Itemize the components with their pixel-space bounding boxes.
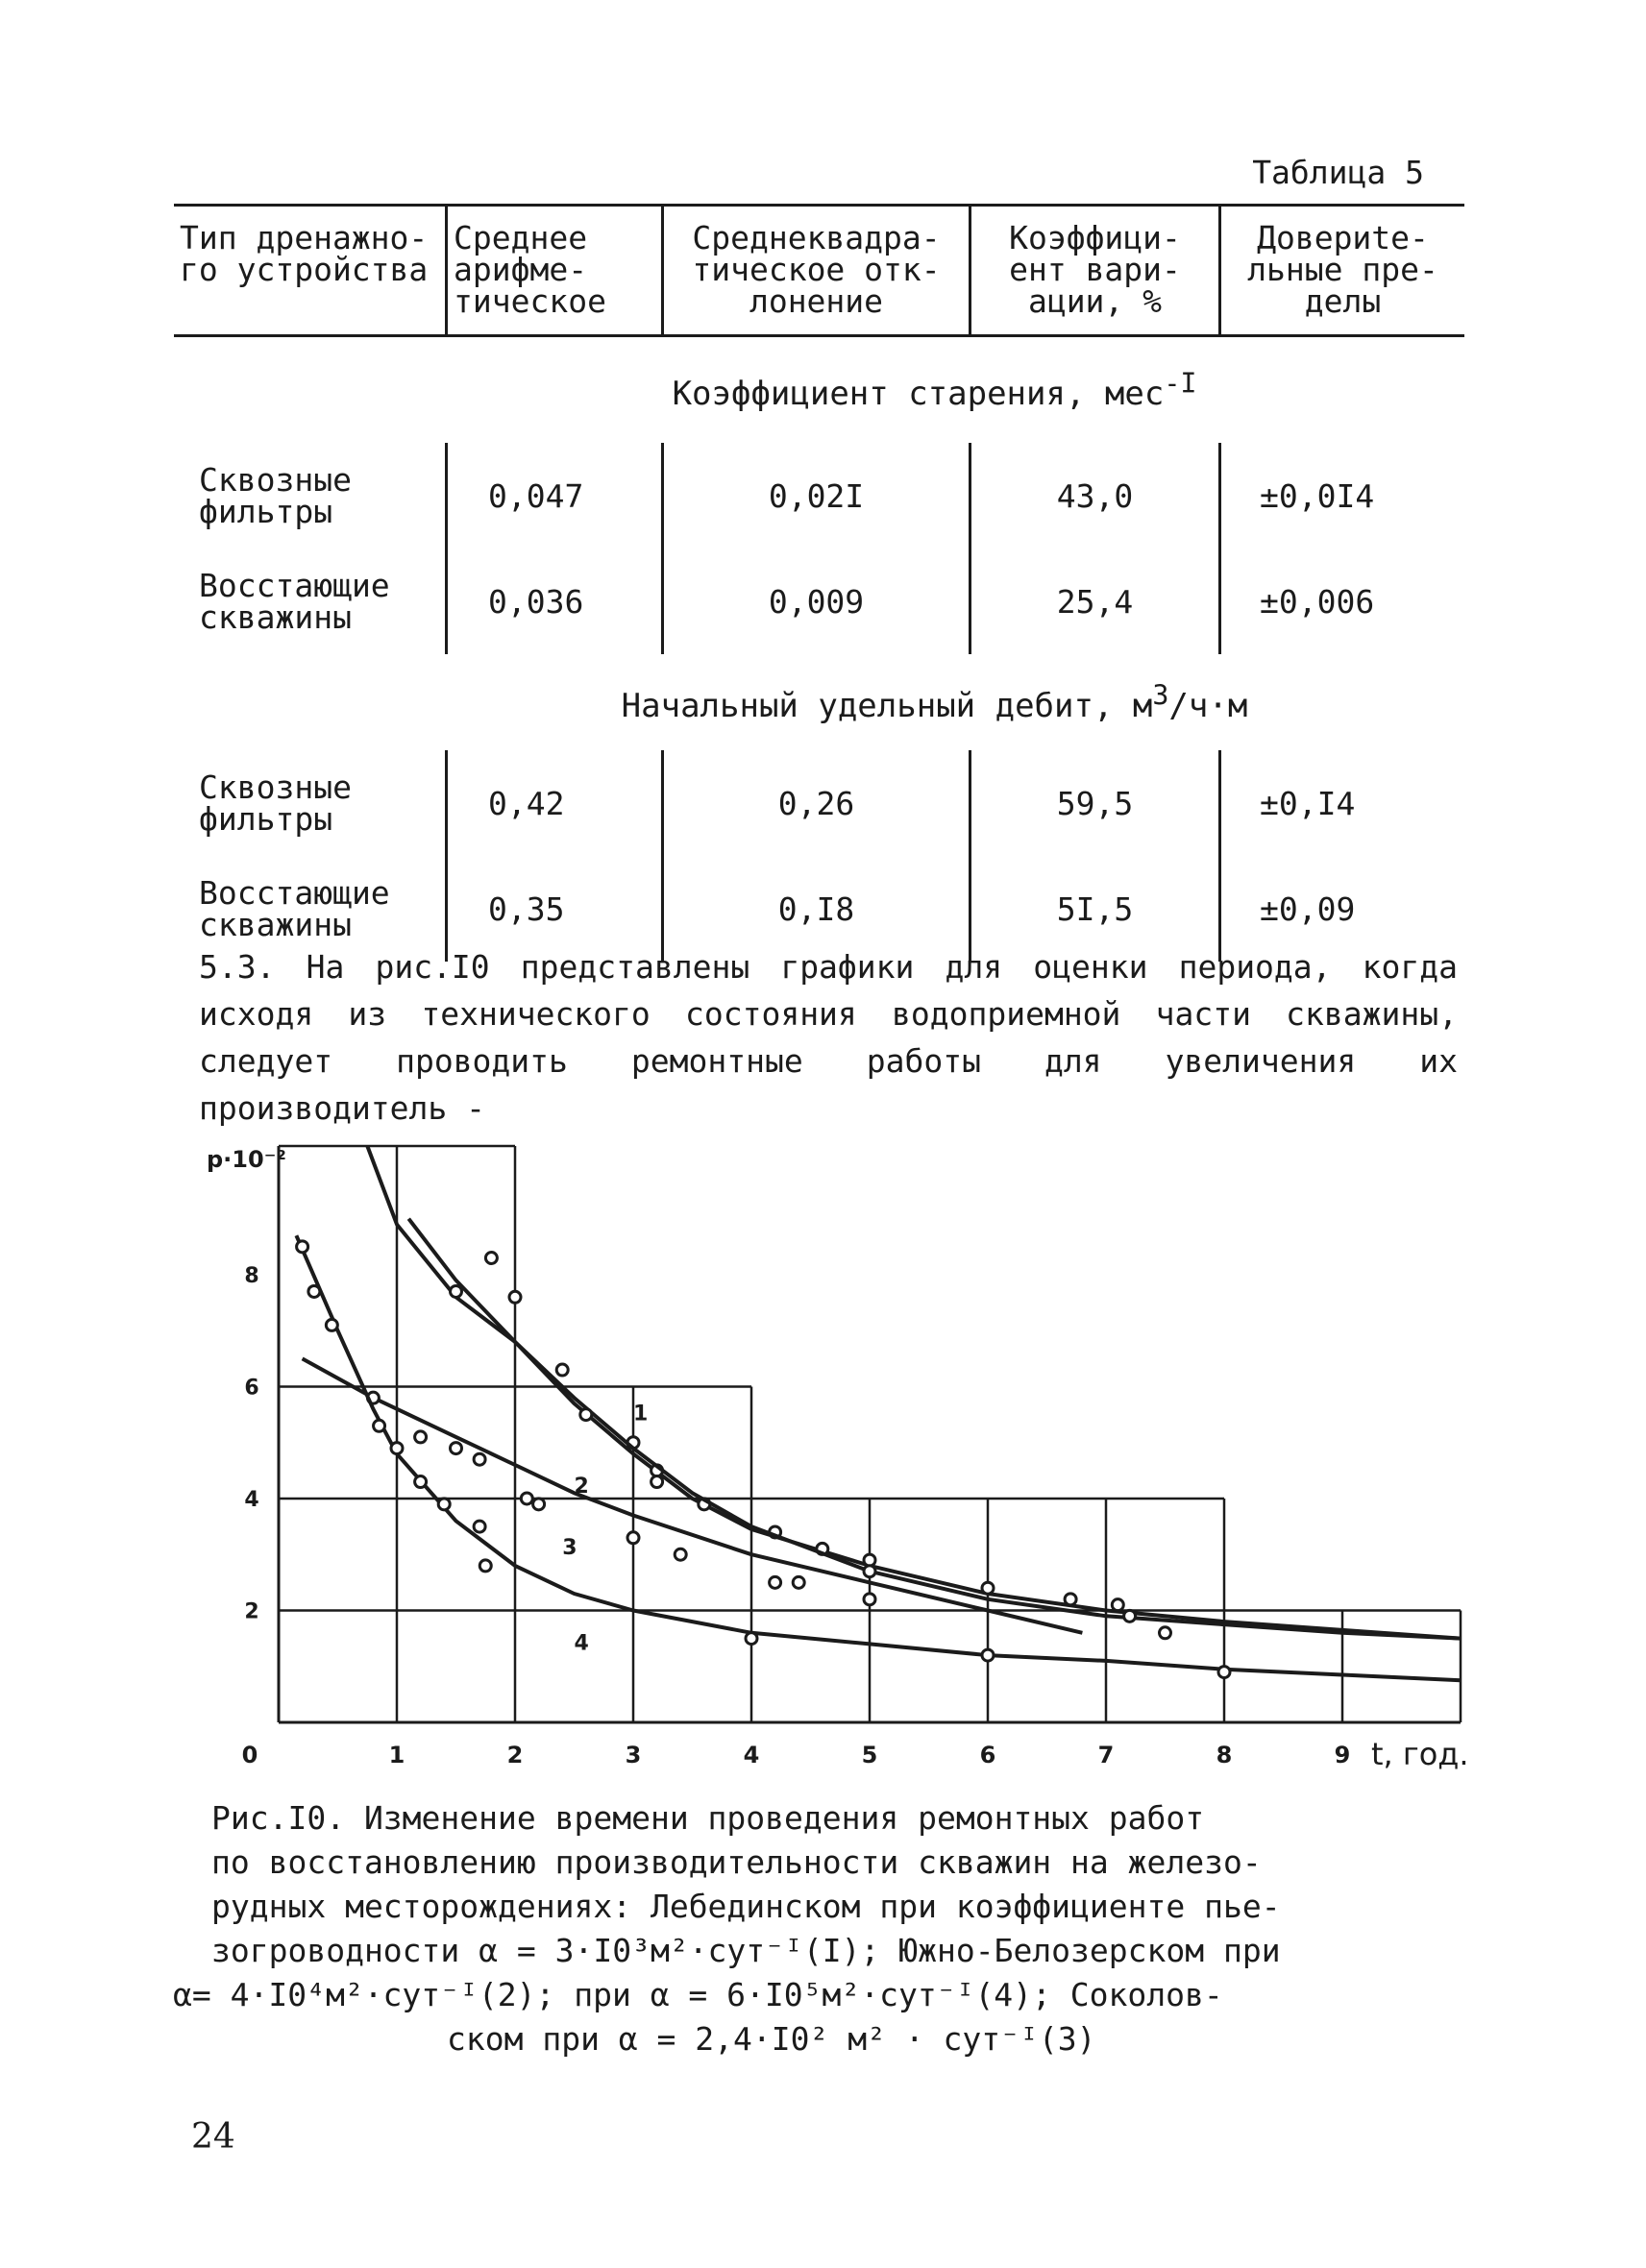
- caption-line: по восстановлению производительности скважин на железо-: [211, 1843, 1262, 1881]
- cv-cell: 59,5: [970, 750, 1220, 856]
- y-tick-label: 2: [244, 1599, 259, 1624]
- mean-cell: 0,35: [447, 856, 663, 962]
- figure-caption: [173, 1796, 1384, 2061]
- data-point: [391, 1443, 403, 1454]
- std-cell: 0,009: [663, 549, 970, 654]
- data-point: [479, 1560, 491, 1572]
- data-point: [451, 1285, 462, 1297]
- x-tick-label: 2: [506, 1742, 524, 1768]
- body-paragraph: 5.3. На рис.I0 представлены графики для оценки периода, когда исходя из технического состояния водоприемной части скважины, следует проводить ремонтные работы для увеличения их производитель -: [199, 948, 1458, 1127]
- data-point: [485, 1253, 497, 1264]
- data-point: [770, 1576, 781, 1588]
- y-tick-label: 4: [244, 1487, 259, 1512]
- section-flow: Начальный удельный дебит, $м^3/ч\cdot м$: [174, 654, 1464, 750]
- data-point: [415, 1476, 427, 1488]
- curve-1: [367, 1146, 1461, 1639]
- caption-line: рудных месторождениях: Лебединском при коэффициенте пье-: [211, 1888, 1281, 1925]
- header-ci: Довериte- льные пре- делы: [1220, 206, 1465, 336]
- curve-label: 1: [633, 1402, 649, 1427]
- data-point: [580, 1409, 592, 1421]
- curve-label: 3: [562, 1536, 577, 1561]
- data-point: [326, 1319, 337, 1330]
- x-tick-label: 3: [625, 1742, 642, 1768]
- cv-cell: 25,4: [970, 549, 1220, 654]
- data-point: [533, 1499, 545, 1510]
- curve-label: 4: [574, 1631, 589, 1656]
- data-point: [438, 1499, 450, 1510]
- mean-cell: 0,42: [447, 750, 663, 856]
- caption-line: ском при α = 2,4·I0² м² · сут⁻ᴵ(3): [447, 2020, 1096, 2058]
- curve-label: 2: [574, 1475, 589, 1500]
- device-type-cell: Сквозные фильтры: [199, 461, 352, 530]
- x-tick-label: 9: [1334, 1742, 1351, 1768]
- std-cell: 0,I8: [663, 856, 970, 962]
- header-mean: Среднее арифме- тическое: [447, 206, 663, 336]
- y-tick-label: 6: [244, 1376, 259, 1401]
- x-tick-label: 0: [241, 1742, 258, 1768]
- device-type-cell: Восстающие скважины: [199, 567, 390, 636]
- data-point: [509, 1291, 521, 1303]
- data-point: [675, 1549, 686, 1560]
- caption-line: зогроводности α = 3·I0³м²·сут⁻ᴵ(I); Южно-Белозерском при: [211, 1932, 1281, 1969]
- table-title: Таблица 5: [1252, 154, 1424, 191]
- data-point: [1218, 1667, 1230, 1678]
- x-tick-label: 8: [1216, 1742, 1233, 1768]
- std-cell: 0,02I: [663, 443, 970, 549]
- y-tick-label: 8: [244, 1263, 259, 1288]
- data-point: [415, 1431, 427, 1443]
- header-cv: Коэффици- ент вари- ации, %: [970, 206, 1220, 336]
- data-point: [374, 1420, 385, 1431]
- data-point: [297, 1241, 308, 1253]
- data-point: [1112, 1599, 1123, 1611]
- y-axis-label: p·10⁻²: [207, 1146, 286, 1173]
- data-point: [1160, 1627, 1171, 1639]
- data-point: [556, 1364, 568, 1376]
- x-tick-label: 6: [979, 1742, 996, 1768]
- ci-cell: ±0,I4: [1220, 750, 1465, 856]
- curve-4: [296, 1235, 1461, 1680]
- data-point: [982, 1582, 994, 1594]
- section-aging: Коэффициент старения, мес$^{-I}$: [174, 336, 1464, 444]
- header-std: Среднеквадра- тическое отк- лонение: [663, 206, 970, 336]
- data-point: [308, 1285, 320, 1297]
- data-point: [474, 1453, 485, 1465]
- device-type-cell: Восстающие скважины: [199, 874, 390, 943]
- data-point: [627, 1532, 639, 1544]
- data-point: [521, 1493, 532, 1504]
- data-point: [1124, 1610, 1136, 1622]
- data-point: [474, 1521, 485, 1532]
- cv-cell: 5I,5: [970, 856, 1220, 962]
- data-point: [746, 1633, 757, 1645]
- x-tick-label: 4: [743, 1742, 760, 1768]
- std-cell: 0,26: [663, 750, 970, 856]
- data-point: [864, 1594, 875, 1605]
- x-tick-label: 1: [388, 1742, 405, 1768]
- header-device-type: Тип дренажно- го устройства: [174, 206, 447, 336]
- data-point: [1065, 1594, 1076, 1605]
- curve-2: [408, 1219, 1461, 1639]
- data-point: [864, 1566, 875, 1577]
- x-axis-label: t, год.: [1371, 1736, 1469, 1772]
- caption-line: α= 4·I0⁴м²·сут⁻ᴵ(2); при α = 6·I0⁵м²·сут⁻ᴵ(4); Соколов-: [173, 1976, 1223, 2013]
- mean-cell: 0,047: [447, 443, 663, 549]
- cv-cell: 43,0: [970, 443, 1220, 549]
- data-point: [793, 1576, 804, 1588]
- x-tick-label: 5: [861, 1742, 878, 1768]
- ci-cell: ±0,006: [1220, 549, 1465, 654]
- ci-cell: ±0,09: [1220, 856, 1465, 962]
- x-tick-label: 7: [1097, 1742, 1115, 1768]
- device-type-cell: Сквозные фильтры: [199, 768, 352, 838]
- page-number: 24: [191, 2117, 235, 2157]
- data-point: [451, 1443, 462, 1454]
- curve-3: [303, 1358, 1083, 1632]
- ci-cell: ±0,0I4: [1220, 443, 1465, 549]
- mean-cell: 0,036: [447, 549, 663, 654]
- data-point: [982, 1649, 994, 1661]
- caption-line: Рис.I0. Изменение времени проведения ремонтных работ: [211, 1799, 1205, 1837]
- data-point: [651, 1476, 663, 1488]
